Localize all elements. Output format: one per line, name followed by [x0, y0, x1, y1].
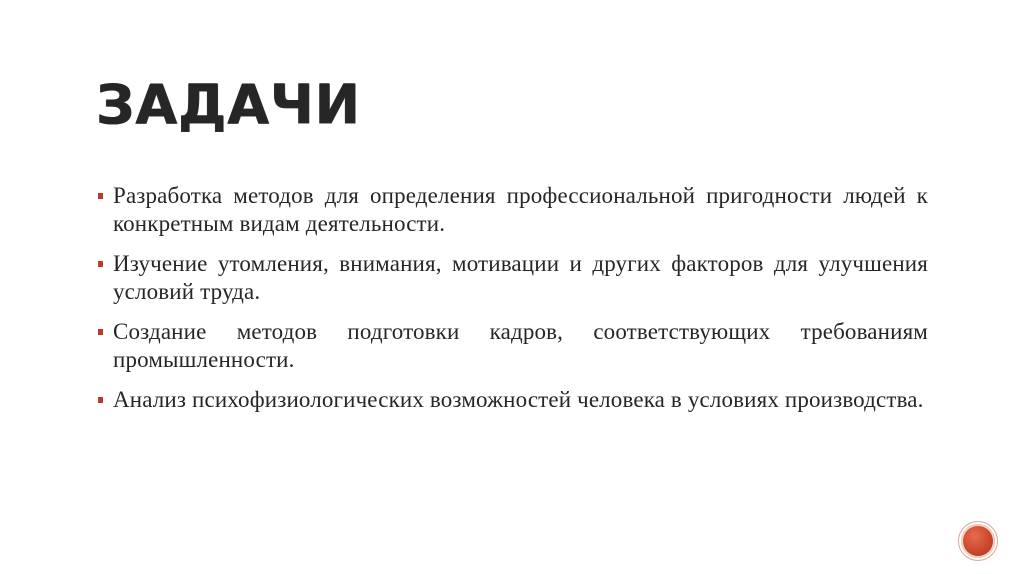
circle-icon	[961, 524, 995, 558]
list-item	[98, 386, 928, 414]
bullet-square-icon	[98, 397, 103, 403]
bullet-square-icon	[98, 329, 103, 335]
list-item	[98, 318, 928, 374]
bullet-text: Разработка методов для определения профессиональной пригодности людей к конкретным видам деятельности.	[113, 183, 928, 236]
bullet-square-icon	[98, 193, 103, 199]
bullet-text: Создание методов подготовки кадров, соответствующих требованиям промышленности.	[113, 319, 928, 372]
bullet-text: Изучение утомления, внимания, мотивации и других факторов для улучшения условий труда.	[113, 251, 928, 304]
bullet-text: Анализ психофизиологических возможностей человека в условиях производства.	[113, 387, 924, 412]
slide-title: ЗАДАЧИ	[96, 73, 361, 136]
bullet-square-icon	[98, 261, 103, 267]
list-item	[98, 250, 928, 306]
slide-nav-button[interactable]	[958, 521, 998, 561]
bullet-list	[98, 182, 928, 426]
list-item	[98, 182, 928, 238]
